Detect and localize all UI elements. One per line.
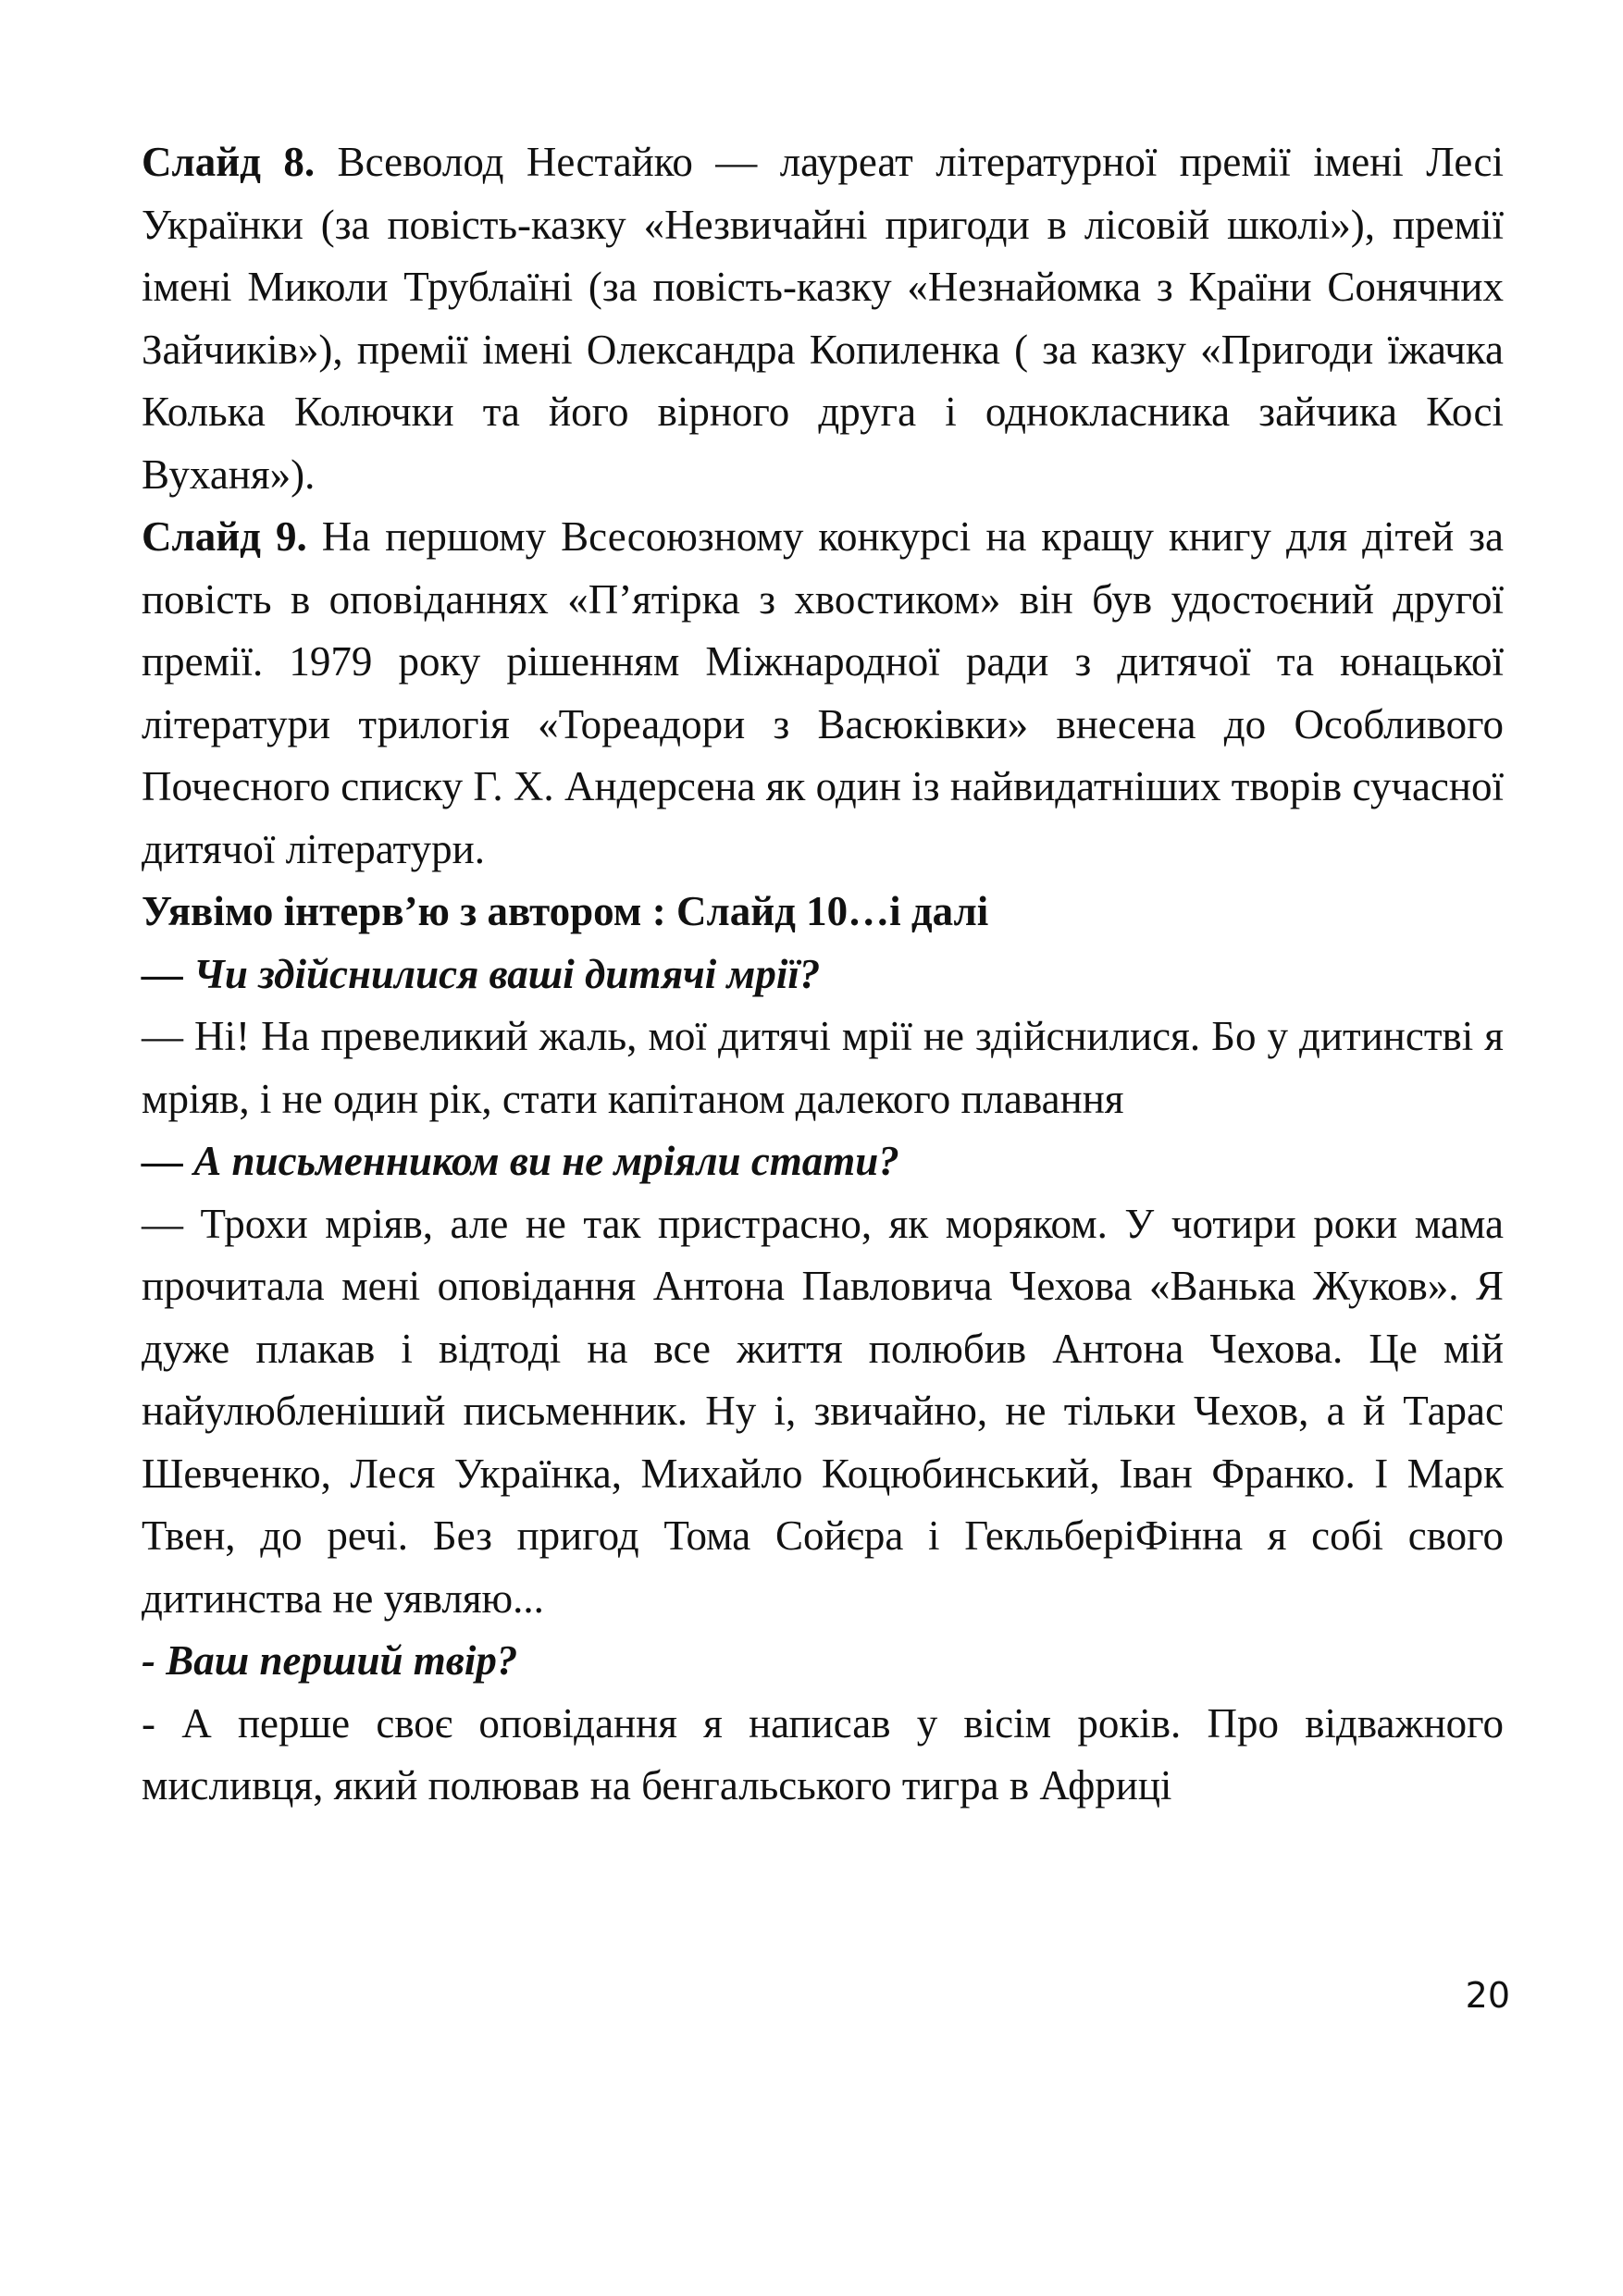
page-number: 20 bbox=[1465, 1975, 1510, 2016]
interview-answer: — Ні! На превеликий жаль, мої дитячі мрії не здійснилися. Бо у дитинстві я мріяв, і не один рік, стати капітаном далекого плавання bbox=[142, 1013, 1504, 1122]
paragraph-slide-9 bbox=[142, 506, 1504, 881]
interview-question: — А письменником ви не мріяли стати? bbox=[142, 1138, 899, 1184]
interview-question: - Ваш перший твір? bbox=[142, 1637, 518, 1684]
interview-answer: - А перше своє оповідання я написав у вісім років. Про відважного мисливця, який полював на бенгальського тигра в Африці bbox=[142, 1699, 1504, 1808]
slide-label: Слайд 8. bbox=[142, 139, 316, 185]
paragraph-text: На першому Всесоюзному конкурсі на кращу книгу для дітей за повість в оповіданнях «П’ятірка з хвостиком» він був удостоєний другої премії. 1979 року рішенням Міжнародної ради з дитячої та юнацької літератури трилогія «Тореадори з Васюківки» внесена до Особливого Почесного списку Г. Х. Андерсена як один із найвидатніших творів сучасної дитячої літератури. bbox=[142, 513, 1504, 872]
slide-label: Слайд 9. bbox=[142, 513, 307, 560]
interview-heading: Уявімо інтерв’ю з автором : Слайд 10…і далі bbox=[142, 888, 989, 934]
paragraph-text: Всеволод Нестайко — лауреат літературної премії імені Лесі Українки (за повість-казку «Незвичайні пригоди в лісовій школі»), премії імені Миколи Трублаїні (за повість-казку «Незнайомка з Країни Сонячних Зайчиків»), премії імені Олександра Копиленка ( за казку «Пригоди їжачка Колька Колючки та його вірного друга і однокласника зайчика Косі Вуханя»). bbox=[142, 139, 1504, 498]
interview-question: — Чи здійснилися ваші дитячі мрії? bbox=[142, 950, 821, 997]
document-body bbox=[142, 131, 1504, 1818]
paragraph-slide-8 bbox=[142, 131, 1504, 506]
interview-answer: — Трохи мріяв, але не так пристрасно, як моряком. У чотири роки мама прочитала мені оповідання Антона Павловича Чехова «Ванька Жуков». Я дуже плакав і відтоді на все життя полюбив Антона Чехова. Це мій найулюбленіший письменник. Ну і, звичайно, не тільки Чехов, а й Тарас Шевченко, Леся Українка, Михайло Коцюбинський, Іван Франко. І Марк Твен, до речі. Без пригод Тома Сойєра і ГекльберіФінна я собі свого дитинства не уявляю... bbox=[142, 1200, 1504, 1622]
